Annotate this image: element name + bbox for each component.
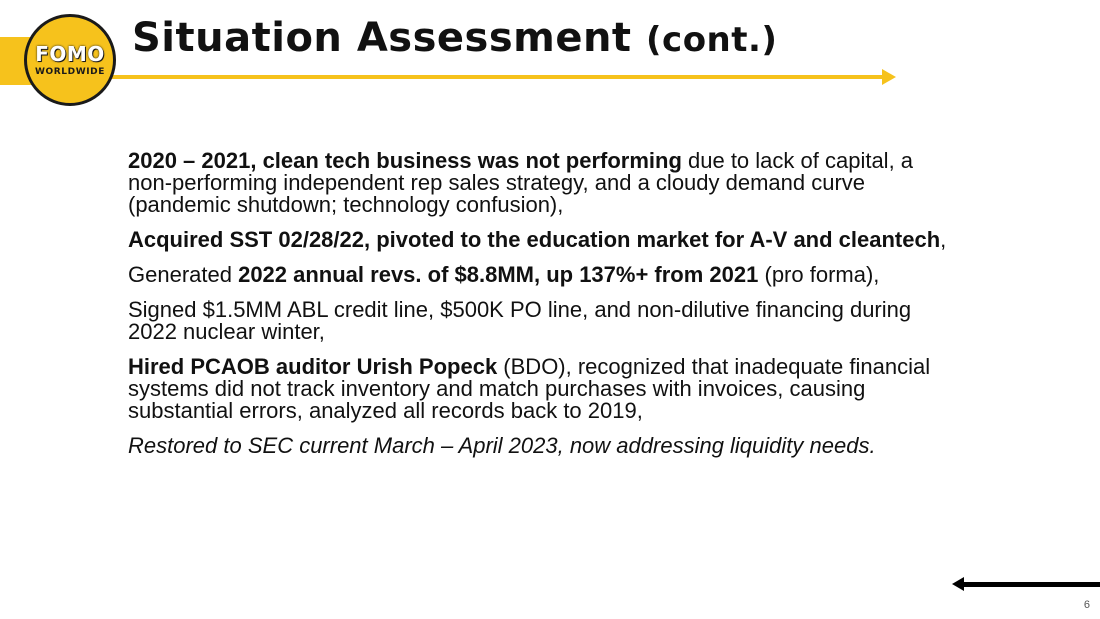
paragraph-6-italic: Restored to SEC current March – April 2023, now addressing liquidity needs.	[128, 433, 876, 458]
assessment-body	[128, 150, 958, 470]
left-arrow-icon[interactable]	[952, 577, 964, 591]
paragraph-3	[128, 264, 958, 286]
paragraph-5-bold: Hired PCAOB auditor Urish Popeck	[128, 354, 498, 379]
paragraph-3-bold: 2022 annual revs. of $8.8MM, up 137%+ from 2021	[238, 262, 759, 287]
slide-title-main: Situation Assessment	[132, 15, 632, 61]
slide-title-suffix: (cont.)	[646, 20, 778, 60]
paragraph-4	[128, 299, 958, 343]
paragraph-5	[128, 356, 958, 422]
back-arrow-line[interactable]	[960, 582, 1100, 587]
paragraph-6	[128, 435, 958, 457]
paragraph-3-pre: Generated	[128, 262, 239, 287]
fomo-logo	[24, 14, 116, 106]
paragraph-1-text: due to lack of capital, a non-performing independent rep sales strategy, and a cloudy demand curve (pandemic shutdown; technology confusion),	[128, 148, 914, 217]
paragraph-2-text: ,	[940, 227, 947, 252]
paragraph-3-text: (pro forma),	[758, 262, 880, 287]
paragraph-5-text: (BDO), recognized that inadequate financial systems did not track inventory and match purchases with invoices, causing substantial errors, analyzed all records back to 2019,	[128, 354, 931, 423]
paragraph-4-text: Signed $1.5MM ABL credit line, $500K PO line, and non-dilutive financing during 2022 nuclear winter,	[128, 297, 912, 344]
paragraph-2	[128, 229, 958, 251]
page-number: 6	[1083, 599, 1090, 611]
paragraph-1-bold: 2020 – 2021, clean tech business was not performing	[128, 148, 682, 173]
logo-main-text: FOMO	[35, 42, 105, 66]
paragraph-2-bold: Acquired SST 02/28/22, pivoted to the education market for A-V and cleantech	[128, 227, 941, 252]
header-arrow-line	[110, 75, 884, 79]
right-arrow-icon	[882, 69, 896, 85]
slide-title	[132, 10, 777, 68]
paragraph-1	[128, 150, 958, 216]
logo-sub-text: WORLDWIDE	[34, 67, 105, 77]
